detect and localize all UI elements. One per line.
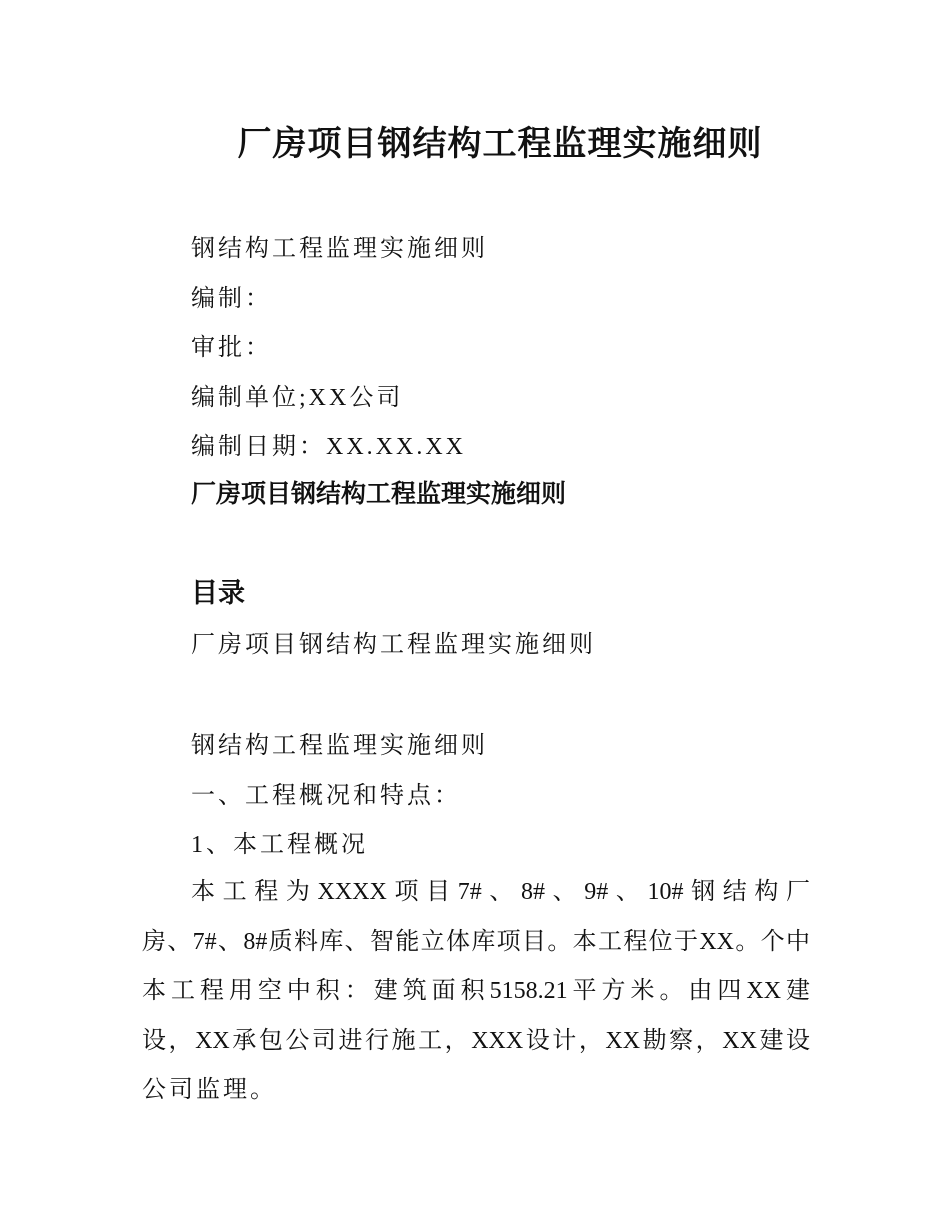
section-title: 钢结构工程监理实施细则	[191, 733, 488, 759]
cover-subtitle: 钢结构工程监理实施细则	[191, 236, 488, 262]
paragraph-line: 公司监理。	[142, 1077, 277, 1103]
prepared-by-label: 编制：	[191, 286, 272, 312]
toc-entry: 厂房项目钢结构工程监理实施细则	[191, 632, 596, 658]
project-overview-paragraph	[142, 868, 810, 1116]
preparing-unit: 编制单位;XX公司	[191, 385, 404, 411]
chapter-heading: 一、工程概况和特点：	[191, 783, 461, 809]
paragraph-line: 房、7#、8#质料库、智能立体库项目。本工程位于XX。个中	[142, 928, 810, 955]
paragraph-line: 设，XX承包公司进行施工，XXX设计，XX勘察，XX建设	[142, 1027, 810, 1054]
approved-by-label: 审批：	[191, 335, 272, 361]
paragraph-line: 本工程用空中积：建筑面积5158.21平方米。由四XX建	[142, 978, 810, 1004]
paragraph-line: 本工程为XXXX项目7#、8#、9#、10#钢结构厂	[191, 879, 810, 905]
document-title: 厂房项目钢结构工程监理实施细则	[237, 126, 763, 163]
document-heading: 厂房项目钢结构工程监理实施细则	[191, 479, 567, 508]
toc-heading: 目录	[191, 578, 245, 609]
preparation-date: 编制日期：XX.XX.XX	[191, 434, 466, 460]
subsection-heading: 1、本工程概况	[191, 832, 368, 858]
